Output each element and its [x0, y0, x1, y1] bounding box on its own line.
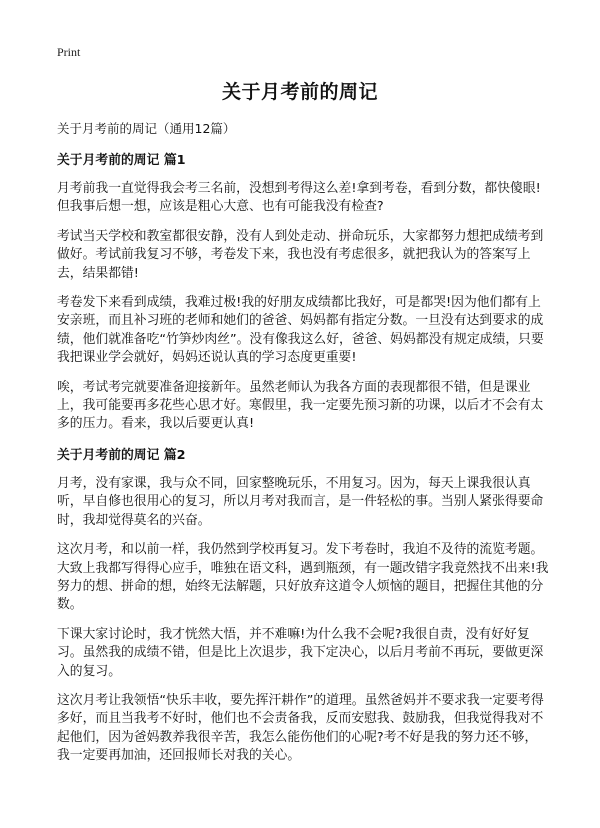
page-title: 关于月考前的周记 [221, 81, 378, 103]
article-body [57, 121, 549, 777]
paragraph: 唉，考试考完就要准备迎接新年。虽然老师认为我各方面的表现都很不错，但是课业上，我可能要再多花些心思才好。寒假里，我一定要先预习新的功课，以后才不会有太多的压力。看来，我以后要更认真! [57, 379, 544, 432]
paragraph: 月考，没有家课，我与众不同，回家整晚玩乐，不用复习。因为，每天上课我很认真听，早自修也很用心的复习，所以月考对我而言，是一件轻松的事。当别人紧张得要命时，我却觉得莫名的兴奋。 [57, 475, 544, 528]
paragraph: 下课大家讨论时，我才恍然大悟，并不难嘛!为什么我不会呢?我很自责，没有好好复习。虽然我的成绩不错，但是比上次退步，我下定决心，以后月考前不再玩，要做更深入的复习。 [57, 626, 544, 679]
paragraph: 考卷发下来看到成绩，我难过极!我的好朋友成绩都比我好，可是都哭!因为他们都有上安亲班，而且补习班的老师和她们的爸爸、妈妈都有指定分数。一旦没有达到要求的成绩，他们就准备吃“竹笋炒肉丝”。没有像我这么好，爸爸、妈妈都没有规定成绩，只要我把课业学会就好，妈妈还说认真的学习态度更重要! [57, 295, 544, 366]
article-subtitle: 关于月考前的周记（通用12篇） [57, 121, 236, 136]
paragraph: 月考前我一直觉得我会考三名前，没想到考得这么差!拿到考卷，看到分数，都快傻眼!但我事后想一想，应该是粗心大意、也有可能我没有检查? [57, 181, 541, 215]
print-link[interactable]: Print [57, 45, 81, 59]
section-heading-2: 关于月考前的周记 篇2 [57, 447, 186, 463]
paragraph: 这次月考让我领悟“快乐丰收，要先挥汗耕作”的道理。虽然爸妈并不要求我一定要考得多好，而且当我考不好时，他们也不会责备我，反而安慰我、鼓励我，但我觉得我对不起他们，因为爸妈教养我很辛苦，我怎么能伤他们的心呢?考不好是我的努力还不够，我一定要再加油，还回报师长对我的关心。 [57, 692, 544, 764]
paragraph: 考试当天学校和教室都很安静，没有人到处走动、拼命玩乐，大家都努力想把成绩考到做好。考试前我复习不够，考卷发下来，我也没有考虑很多，就把我认为的答案写上去，结果都错! [57, 228, 544, 281]
paragraph: 这次月考，和以前一样，我仍然到学校再复习。发下考卷时，我迫不及待的流览考题。大致上我都写得得心应手，唯独在语文科，遇到瓶颈，有一题改错字我竟然找不出来!我努力的想、拼命的想，始终无法解题，只好放弃这道令人烦恼的题目，把握住其他的分数。 [57, 542, 549, 613]
section-heading-1: 关于月考前的周记 篇1 [57, 153, 186, 168]
